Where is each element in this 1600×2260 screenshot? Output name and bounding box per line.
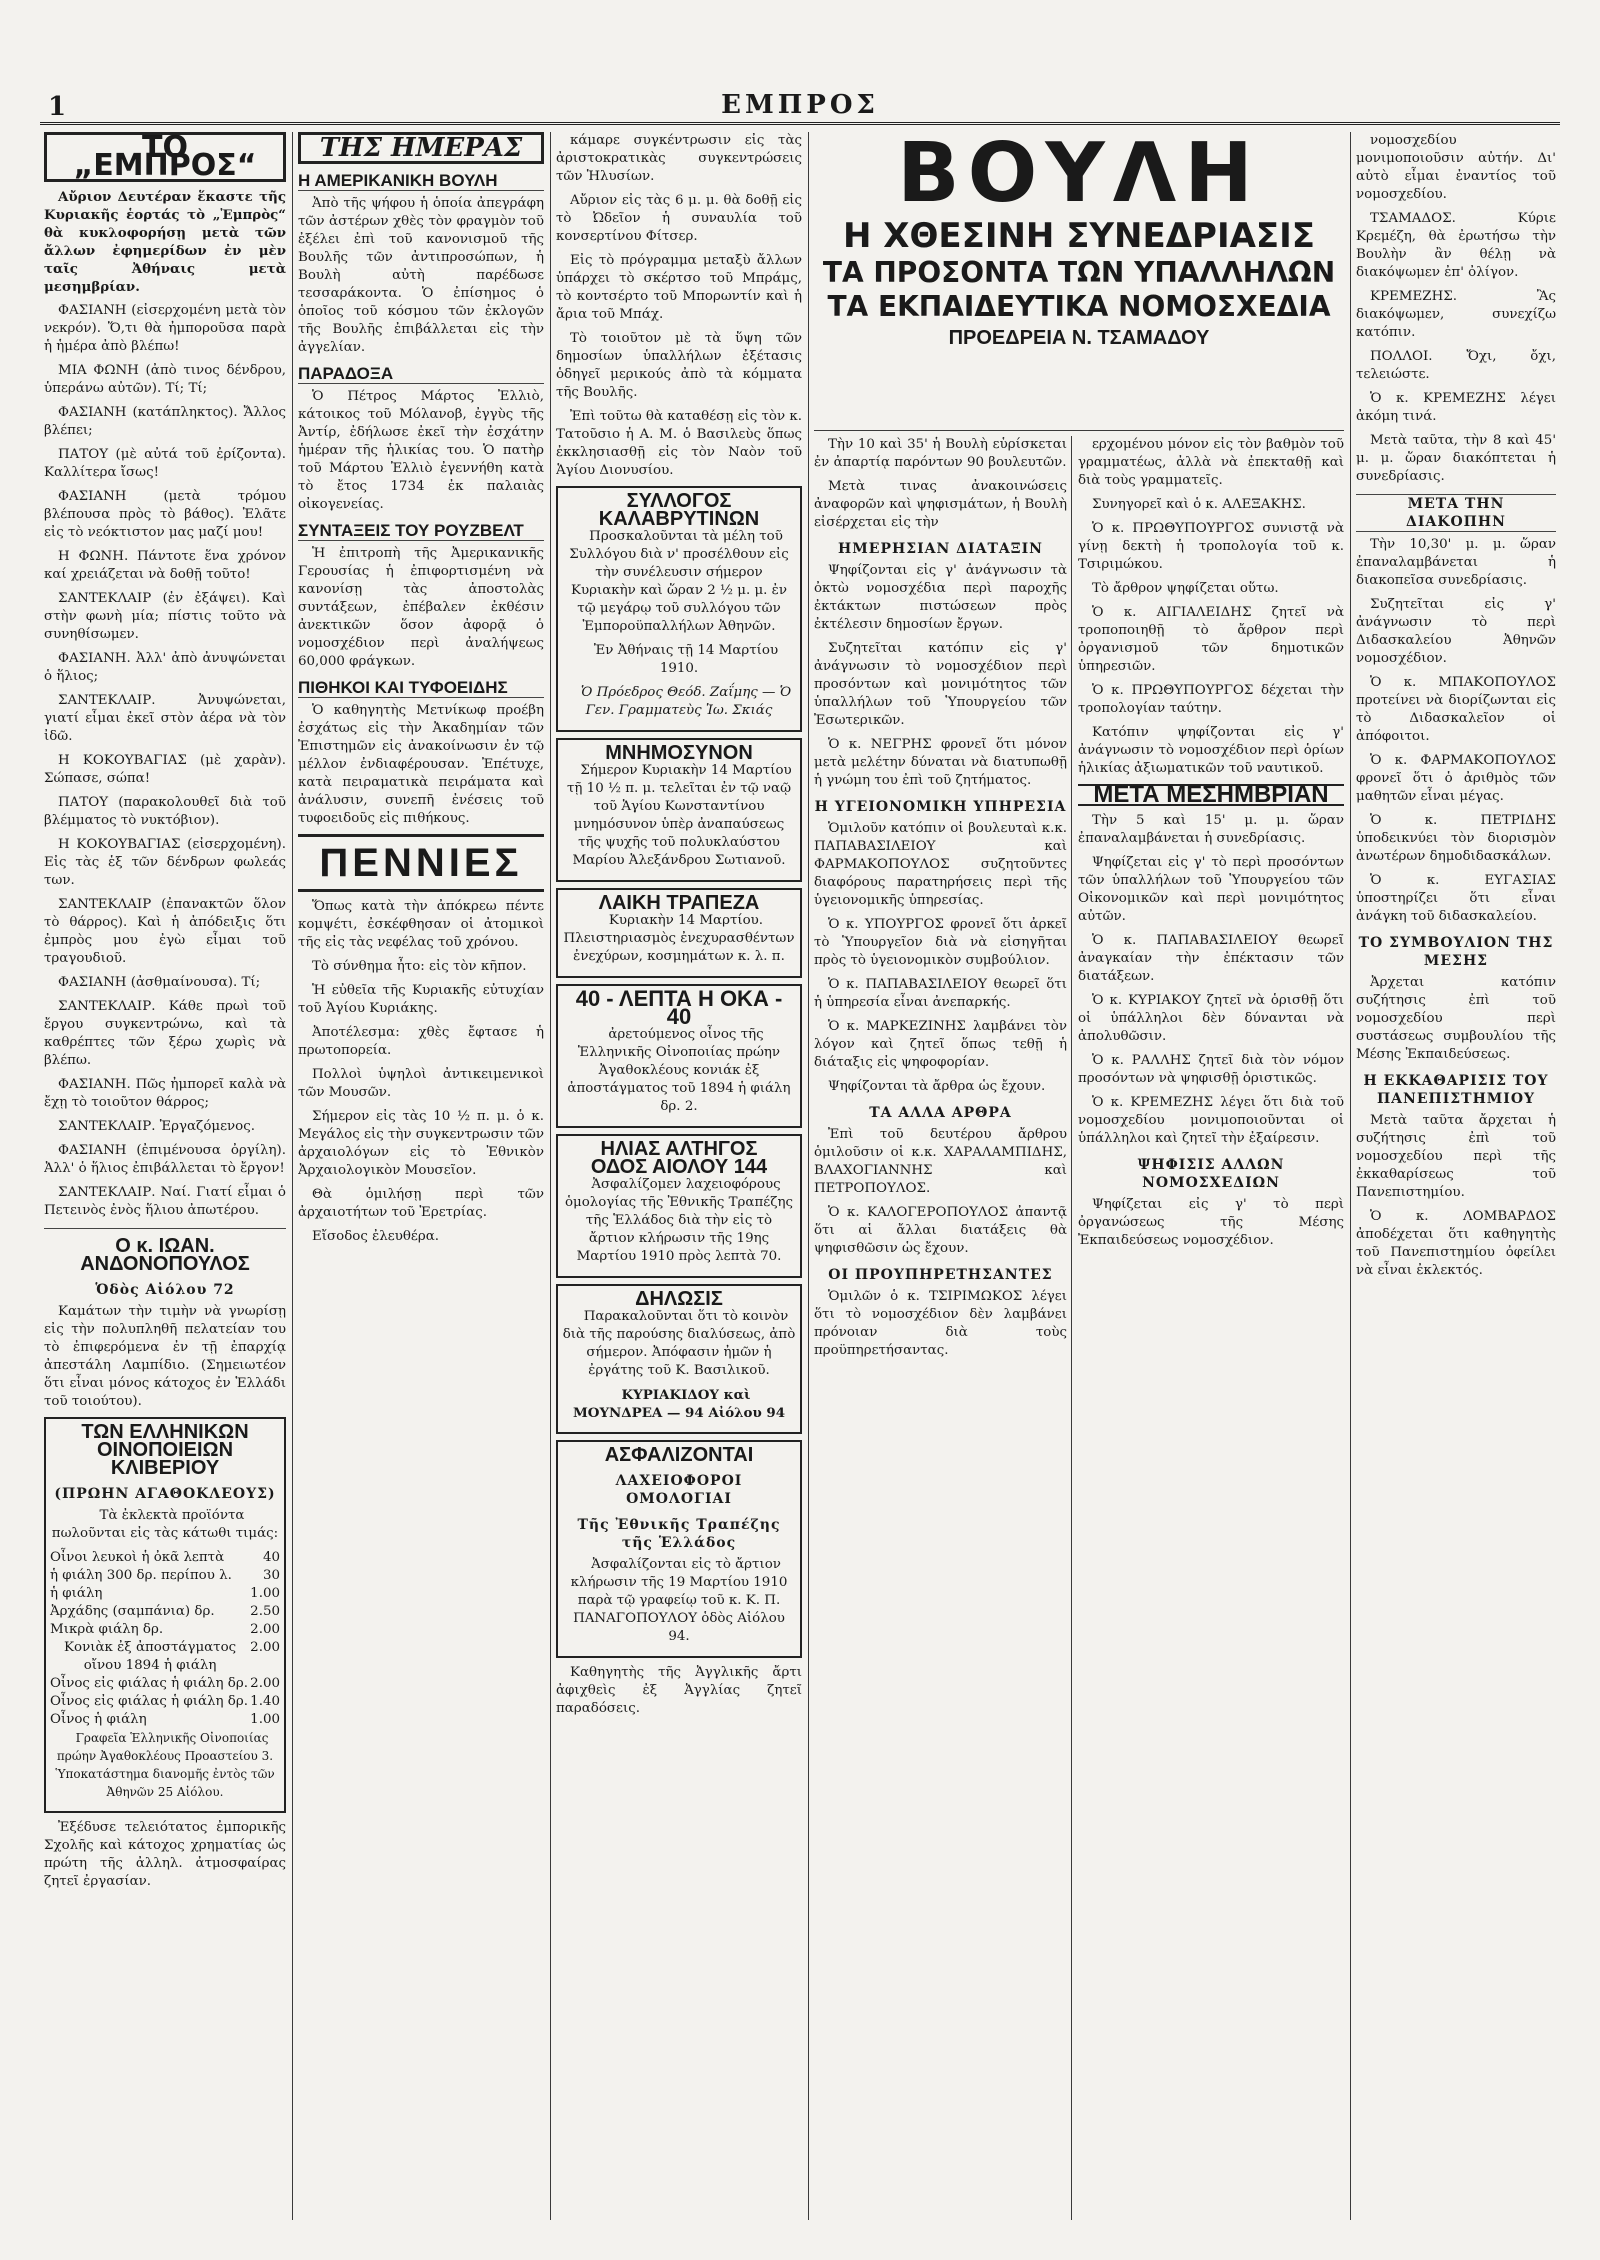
col6-text: ΤΣΑΜΑΔΟΣ. Κύριε Κρεμέζη, θὰ ἐρωτήσω τὴν Βουλὴν ἂν θέλῃ νὰ διακόψωμεν ἐπ' ὀλίγον. <box>1356 211 1556 280</box>
price-item: Οἶνος εἰς φιάλας ἡ φιάλη δρ. <box>50 1694 248 1709</box>
col6-text: Μετὰ ταῦτα, τὴν 8 καὶ 45' μ. μ. ὥραν διακόπτεται ἡ συνεδρίασις. <box>1356 433 1556 484</box>
dialogue-line: ΣΑΝΤΕΚΛΑΙΡ. Κάθε πρωὶ τοῦ ἔργου συγκεντρώνω, καὶ τὰ καθρέπτες τῶν ξέρω χωρὶς νὰ βλέπω. <box>44 999 286 1068</box>
price-value: 2.00 <box>250 1622 280 1637</box>
pennies-title: ΠΕΝΝΙΕΣ <box>298 834 544 892</box>
price-value: 1.40 <box>250 1694 280 1709</box>
col5-text: Ψηφίζεται εἰς γ' τὸ περὶ ὀργανώσεως τῆς Μέσης Ἐκπαιδεύσεως νομοσχέδιον. <box>1078 1197 1344 1248</box>
col4-text: Ὁ κ. ΝΕΓΡΗΣ φρονεῖ ὅτι μόνον μετὰ μελέτην δύναται νὰ διατυπωθῇ ἡ γνώμη του ἐπὶ τοῦ ζητήματος. <box>814 737 1067 788</box>
symvoulio-title: ΤΟ ΣΥΜΒΟΥΛΙΟΝ ΤΗΣ ΜΕΣΗΣ <box>1358 935 1554 969</box>
page-number: 1 <box>48 92 67 122</box>
col4-text: Συζητεῖται κατόπιν εἰς γ' ἀνάγνωσιν τὸ νομοσχέδιον περὶ προσόντων καὶ μονιμότητος τῶν ὑπαλλήλων τοῦ Ὑπουργείου τῶν Ἐσωτερικῶν. <box>814 641 1067 728</box>
col5-text: Ὁ κ. ΡΑΛΛΗΣ ζητεῖ διὰ τὸν νόμον προσόντων νὰ ψηφισθῇ ὁριστικῶς. <box>1078 1053 1344 1086</box>
andonopoulos-text: Καμάτων τὴν τιμὴν νὰ γνωρίσῃ εἰς τὴν πολυπληθῆ πελατείαν του τὸ ἐπιφερόμενα ἐν τῇ ἐπαρχίᾳ ἀπεστάλη Λαμπίδιο. (Σημειωτέον ὅτι εἶναι μόνος κάτοχος ἐν Ἑλλάδι τοῦ τοιούτου). <box>44 1304 286 1409</box>
altigos-ad <box>556 1134 802 1278</box>
col5-text: Ὁ κ. ΠΑΠΑΒΑΣΙΛΕΙΟΥ θεωρεῖ ἀναγκαίαν τὴν ἐπέκτασιν τῶν διατάξεων. <box>1078 933 1344 984</box>
col5-text: Τὴν 5 καὶ 15' μ. μ. ὥραν ἐπαναλαμβάνεται ἡ συνεδρίασις. <box>1078 813 1344 846</box>
mnemosyno-text: Σήμερον Κυριακὴν 14 Μαρτίου τῇ 10 ½ π. μ. τελεῖται ἐν τῷ ναῷ τοῦ Ἁγίου Κωνσταντίνου μνημόσυνον ὑπὲρ ἀναπαύσεως τῆς ψυχῆς τοῦ πολυκλαύστου Μαρίου Ἀλεξάνδρου Σωτιανοῦ. <box>567 763 792 868</box>
section-head: ΠΙΘΗΚΟΙ ΚΑΙ ΤΥΦΟΕΙΔΗΣ <box>298 679 544 698</box>
price-row <box>50 1675 280 1693</box>
col4-subhead: Η ΥΓΕΙΟΝΟΜΙΚΗ ΥΠΗΡΕΣΙΑ <box>814 799 1067 815</box>
vouli-topic-2: ΤΑ ΕΚΠΑΙΔΕΥΤΙΚΑ ΝΟΜΟΣΧΕΔΙΑ <box>827 290 1331 323</box>
altigos-text: Ἀσφαλίζομεν λαχειοφόρους ὁμολογίας τῆς Ἐθνικῆς Τραπέζης τῆς Ἑλλάδος διὰ τὴν εἰς τὸ ἄρτιον κλήρωσιν τῆς 19ης Μαρτίου 1910 πρὸς λεπτὰ 70. <box>564 1177 793 1264</box>
vouli-topic-1: ΤΑ ΠΡΟΣΟΝΤΑ ΤΩΝ ΥΠΑΛΛΗΛΩΝ <box>822 256 1336 289</box>
dialogue-line: ΦΑΣΙΑΝΗ (μετὰ τρόμου βλέπουσα πρὸς τὸ βάθος). Ἐλᾶτε εἰς τὸ νεόκτιστον μας μαζί μου! <box>44 489 286 540</box>
column-2 <box>298 132 544 2220</box>
col6-text: Ὁ κ. ΜΠΑΚΟΠΟΥΛΟΣ προτείνει νὰ διορίζωνται εἰς τὸ Διδασκαλεῖον οἱ ἀπόφοιτοι. <box>1356 675 1556 744</box>
altigos-sub: ΟΔΟΣ ΑΙΟΛΟΥ 144 <box>590 1156 768 1178</box>
col5-text: Τὸ ἄρθρον ψηφίζεται οὕτω. <box>1092 581 1279 596</box>
dialogue-line: ΦΑΣΙΑΝΗ (κατάπληκτος). Ἄλλος βλέπει; <box>44 405 286 438</box>
col6-text: ΠΟΛΛΟΙ. Ὄχι, ὄχι, τελειώστε. <box>1356 349 1556 382</box>
col3-text: Αὔριον εἰς τὰς 6 μ. μ. θὰ δοθῇ εἰς τὸ Ὠδεῖον ἡ συναυλία τοῦ κονσερτίνου Φίτσερ. <box>556 193 802 244</box>
section-text: Ὁ Πέτρος Μάρτος Ἐλλιὸ, κάτοικος τοῦ Μόλανοβ, ἐγγὺς τῆς Ἀντίρ, ἐδήλωσε ἐκεῖ τὴν ἐσχάτην ἡμέραν τῆς ἡλικίας του. Ὁ πατὴρ τοῦ Μάρτου Ἐλλιὸ ἐγεννήθη κατὰ τὸ ἔτος 1734 ἐκ παλαιὰς οἰκογενείας. <box>298 389 544 512</box>
andonopoulos-title: Ο κ. ΙΩΑΝ. ΑΝΔΟΝΟΠΟΥΛΟΣ <box>80 1235 250 1275</box>
vouli-title: ΒΟΥΛΗ <box>897 126 1261 221</box>
emprow-box-title: ΤΟ „ΕΜΠΡΟΣ“ <box>44 132 286 182</box>
col6-text: Ὁ κ. ΦΑΡΜΑΚΟΠΟΥΛΟΣ φρονεῖ ὅτι ὁ ἀριθμὸς τῶν μαθητῶν εἶναι μέγας. <box>1356 753 1556 804</box>
dialogue-line: ΦΑΣΙΑΝΗ. Πῶς ἠμπορεῖ καλὰ νὰ ἔχῃ τὸ τοιοῦτον θάρρος; <box>44 1077 286 1110</box>
dialogue-line: ΠΑΤΟΥ (παρακολουθεῖ διὰ τοῦ βλέμματος τὸ νυκτόβιον). <box>44 795 286 828</box>
dialogue-line: ΣΑΝΤΕΚΛΑΙΡ (ἐν ἐξάψει). Καὶ στὴν φωνὴ μία; πίστις τοῦτο νὰ συνηθίσωμεν. <box>44 591 286 642</box>
ekkatharisis-title: Η ΕΚΚΑΘΑΡΙΣΙΣ ΤΟΥ ΠΑΝΕΠΙΣΤΗΜΙΟΥ <box>1363 1073 1549 1107</box>
dialogue-line: ΜΙΑ ΦΩΝΗ (ἀπὸ τινος δένδρου, ὑπεράνω αὐτῶν). Τί; Τί; <box>44 363 286 396</box>
column-3 <box>556 132 802 2220</box>
col4-text: Ψηφίζονται εἰς γ' ἀνάγνωσιν τὰ ὀκτὼ νομοσχέδια περὶ παροχῆς ἐκτάκτων πιστώσεων πρὸς ἐκτέλεσιν δημοσίων ἔργων. <box>814 563 1067 632</box>
diloseis-text: Παρακαλοῦνται ὅτι τὸ κοινὸν διὰ τῆς παρούσης διαλύσεως, ἀπὸ σήμερον. Ἀπόφασιν ἠμῶν ἡ ἐργάτης τοῦ Κ. Βασιλικοῦ. <box>562 1309 796 1378</box>
vouli-subtitle: Η ΧΘΕΣΙΝΗ ΣΥΝΕΔΡΙΑΣΙΣ <box>842 216 1316 256</box>
col6-text: νομοσχεδίου μονιμοποιοῦσιν αὐτήν. Δι' αὐτὸ εἶμαι ἐναντίος τοῦ νομοσχεδίου. <box>1356 133 1556 202</box>
col6-text: Ὁ κ. ΛΟΜΒΑΡΔΟΣ ἀποδέχεται ὅτι καθηγητὴς τοῦ Πανεπιστημίου ὀφείλει νὰ εἶναι ἐκλεκτός. <box>1356 1209 1556 1278</box>
column-1 <box>44 132 286 2220</box>
col5-text: Συνηγορεῖ καὶ ὁ κ. ΑΛΕΞΑΚΗΣ. <box>1092 497 1306 512</box>
wine-ad-sub: (ΠΡΩΗΝ ΑΓΑΘΟΚΛΕΟΥΣ) <box>54 1486 276 1502</box>
col5-text: ερχομένου μόνον εἰς τὸν βαθμὸν τοῦ γραμματέως, ἀλλὰ νὰ ἐπεκταθῇ καὶ διὰ τοὺς γραμματεῖς. <box>1078 437 1344 488</box>
col1-last: Ἐξέδυσε τελειότατος ἐμπορικῆς Σχολῆς καὶ κάτοχος χρηματίας ὡς πρώτη τῆς ἀλληλ. ἀτμοσφαίρας ζητεῖ ἐργασίαν. <box>44 1820 286 1889</box>
asfal-sub: ΛΑΧΕΙΟΦΟΡΟΙ ΟΜΟΛΟΓΙΑΙ <box>615 1473 743 1507</box>
col4-subhead: ΟΙ ΠΡΟΥΠΗΡΕΤΗΣΑΝΤΕΣ <box>828 1267 1053 1283</box>
wine-price-title: 40 - ΛΕΠΤΑ Η ΟΚΑ - 40 <box>575 986 783 1029</box>
wine-ad-footer: Γραφεῖα Ἑλληνικῆς Οἰνοποιίας πρώην Ἀγαθοκλέους Προαστείου 3. Ὑποκατάστημα διανομῆς ἐντὸς τῶν Ἀθηνῶν 25 Αἰόλου. <box>55 1731 275 1799</box>
price-item: Ἀρχάδης (σαμπάνια) δρ. <box>50 1604 215 1619</box>
dialogue-line: ΦΑΣΙΑΝΗ. Ἀλλ' ἀπὸ ἀνυψώνεται ὁ ἥλιος; <box>44 651 286 684</box>
wine-ad-title: ΤΩΝ ΕΛΛΗΝΙΚΩΝ ΟΙΝΟΠΟΙΕΙΩΝ ΚΛΙΒΕΡΙΟΥ <box>81 1421 249 1479</box>
pennies-item: Τὸ σύνθημα ἦτο: εἰς τὸν κῆπον. <box>312 959 527 974</box>
price-value: 2.50 <box>250 1604 280 1619</box>
column-5 <box>1078 436 1344 2220</box>
tis-imeras-title: ΤΗΣ ΗΜΕΡΑΣ <box>298 132 544 164</box>
syllogos-title: ΣΥΛΛΟΓΟΣ ΚΑΛΑΒΡΥΤΙΝΩΝ <box>598 490 760 530</box>
col3-text: Ἐπὶ τοῦτω θὰ καταθέσῃ εἰς τὸν κ. Τατοῦσιο ἡ Α. Μ. ὁ Βασιλεὺς ὅπως ἐκκλησιασθῇ εἰς τὸν Ναὸν τοῦ Ἁγίου Διονυσίου. <box>556 409 802 478</box>
col6-text: Ὁ κ. ΠΕΤΡΙΔΗΣ ὑποδεικνύει τὸν διορισμὸν ἀνωτέρων δημοδιδασκάλων. <box>1356 813 1556 864</box>
col6-text: Ἀρχεται κατόπιν συζήτησις ἐπὶ τοῦ νομοσχεδίου περὶ συστάσεως συμβουλίου τῆς Μέσης Ἐκπαιδεύσεως. <box>1356 975 1556 1062</box>
col4-subhead: ΗΜΕΡΗΣΙΑΝ ΔΙΑΤΑΞΙΝ <box>838 541 1043 557</box>
price-row <box>50 1567 280 1585</box>
col4-text: Ὁμιλοῦν κατόπιν οἱ βουλευταὶ κ.κ. ΠΑΠΑΒΑΣΙΛΕΙΟΥ καὶ ΦΑΡΜΑΚΟΠΟΥΛΟΣ συζητοῦντες διαφόρους παρατηρήσεις περὶ τῆς ὑγειονομικῆς ὑπηρεσίας. <box>814 821 1067 908</box>
col5-text: Ὁ κ. ΚΥΡΙΑΚΟΥ ζητεῖ νὰ ὁρισθῇ ὅτι οἱ ὑπάλληλοι δὲν δύνανται νὰ ἀπολυθῶσιν. <box>1078 993 1344 1044</box>
price-item: Οἶνος ἡ φιάλη <box>50 1712 147 1727</box>
syllogos-sign: Ὁ Πρόεδρος Θεόδ. Ζαΐμης — Ὁ Γεν. Γραμματεὺς Ἰω. Σκιάς <box>580 685 792 718</box>
vouli-headline <box>814 126 1344 352</box>
pennies-item: Ὅπως κατὰ τὴν ἀπόκρεω πέντε κομψέτι, ἐσκέφθησαν οἱ ἀτομικοὶ τῆς εἰς τὰς νεφέλας τοῦ χρόνου. <box>298 899 544 950</box>
wine-price-ad <box>556 984 802 1128</box>
col5-text: Ψηφίζεται εἰς γ' τὸ περὶ προσόντων τῶν ὑπαλλήλων τοῦ Ὑπουργείου τῶν Οἰκονομικῶν καὶ περὶ μονιμότητος αὐτῶν. <box>1078 855 1344 924</box>
price-row <box>50 1603 280 1621</box>
col4-text: Ὁ κ. ΠΑΠΑΒΑΣΙΛΕΙΟΥ θεωρεῖ ὅτι ἡ ὑπηρεσία εἶναι ἀνεπαρκής. <box>814 977 1067 1010</box>
price-row <box>50 1621 280 1639</box>
asfal-ad <box>556 1440 802 1658</box>
asfal-text: Ἀσφαλίζονται εἰς τὸ ἄρτιον κλήρωσιν τῆς 19 Μαρτίου 1910 παρὰ τῷ γραφείῳ τοῦ κ. Κ. Π. ΠΑΝΑΓΟΠΟΥΛΟΥ ὁδὸς Αἰόλου 94. <box>570 1557 788 1644</box>
price-value: 1.00 <box>250 1712 280 1727</box>
price-row <box>50 1585 280 1603</box>
asfal-sub2: Τῆς Ἐθνικῆς Τραπέζης τῆς Ἑλλάδος <box>577 1517 781 1551</box>
col4-text: Μετὰ τινας ἀνακοινώσεις ἀναφορῶν καὶ ψηφισμάτων, ἡ Βουλὴ εἰσέρχεται εἰς τὴν <box>814 479 1067 530</box>
price-row <box>50 1549 280 1567</box>
price-value: 1.00 <box>250 1586 280 1601</box>
dialogue-line: ΣΑΝΤΕΚΛΑΙΡ. Ἐργαζόμενος. <box>58 1119 255 1134</box>
psifisis-title: ΨΗΦΙΣΙΣ ΑΛΛΩΝ ΝΟΜΟΣΧΕΔΙΩΝ <box>1137 1157 1285 1191</box>
syllogos-date: Ἐν Ἀθήναις τῇ 14 Μαρτίου 1910. <box>593 643 779 676</box>
meta-diakopi-title: ΜΕΤΑ ΤΗΝ ΔΙΑΚΟΠΗΝ <box>1356 494 1556 532</box>
col4-text: Τὴν 10 καὶ 35' ἡ Βουλὴ εὑρίσκεται ἐν ἀπαρτίᾳ παρόντων 90 βουλευτῶν. <box>814 437 1067 470</box>
dialogue-line: ΣΑΝΤΕΚΛΑΙΡ. Ναί. Γιατί εἶμαι ὁ Πετεινὸς ἐνὸς ἥλιου ἀπωτέρου. <box>44 1185 286 1218</box>
diloseis-sign: ΚΥΡΙΑΚΙΔΟΥ καὶ ΜΟΥΝΔΡΕΑ — 94 Αἰόλου 94 <box>572 1387 786 1421</box>
price-value: 40 <box>262 1550 280 1565</box>
masthead: ΕΜΠΡΟΣ <box>721 90 879 120</box>
col6-text: Συζητεῖται εἰς γ' ἀνάγνωσιν τὸ περὶ Διδασκαλείου Ἀθηνῶν νομοσχέδιον. <box>1356 597 1556 666</box>
wine-price-text: ἀρετούμενος οἶνος τῆς Ἑλληνικῆς Οἰνοποιίας πρώην Ἀγαθοκλέους κονιάκ ἐξ ἀποστάγματος τοῦ 1894 ἡ φιάλη δρ. 2. <box>567 1027 791 1114</box>
price-item: Μικρὰ φιάλη δρ. <box>50 1622 164 1637</box>
col4-text: Ὁ κ. ΜΑΡΚΕΖΙΝΗΣ λαμβάνει τὸν λόγον καὶ ζητεῖ ὅπως τεθῇ ἡ διάταξις εἰς ψηφοφορίαν. <box>814 1019 1067 1070</box>
price-row <box>50 1639 280 1675</box>
dialogue-line: ΦΑΣΙΑΝΗ (εἰσερχομένη μετὰ τὸν νεκρόν). Ὅ,τι θὰ ἠμποροῦσα παρὰ ἡ ἡμέρα ἀπὸ βλέπω! <box>44 303 286 354</box>
mnemosyno-title: ΜΝΗΜΟΣΥΝΟΝ <box>605 742 753 764</box>
price-item: Κονιὰκ ἐξ ἀποστάγματος οἴνου 1894 ἡ φιάλη <box>64 1640 237 1673</box>
section-head: ΠΑΡΑΔΟΞΑ <box>298 365 544 384</box>
trapeza-notice <box>556 888 802 978</box>
dialogue-line: Η ΦΩΝΗ. Πάντοτε ἕνα χρόνον καί χρειάζεται νὰ δοθῇ τοῦτο! <box>44 549 286 582</box>
price-item: Οἶνοι λευκοὶ ἡ ὀκᾶ λεπτὰ <box>50 1550 225 1565</box>
dialogue-line: ΣΑΝΤΕΚΛΑΙΡ. Ἀνυψώνεται, γιατί εἶμαι ἐκεῖ στὸν ἀέρα νὰ τὸν ἰδῶ. <box>44 693 286 744</box>
section-text: Ἀπὸ τῆς ψήφου ἡ ὁποία ἀπεγράφη τῶν ἀστέρων χθὲς τὸν φραγμὸν τοῦ ἐξέλει ἐπὶ τοῦ κανονισμοῦ τῆς Βουλῆς τῶν ἀντιπροσώπων, ἡ Βουλὴ αὐτὴ παρέδωσε τεσσαράκοντα. Ὁ ἐπίσημος ὁ ὁποῖος τοῦ κόσμου τῶν ἐκλογῶν τῆς Βουλῆς ἐπιβάλλεται εἰς τὴν ἀγγελίαν. <box>298 196 544 355</box>
col4-text: Ὁμιλῶν ὁ κ. ΤΣΙΡΙΜΩΚΟΣ λέγει ὅτι τὸ νομοσχέδιον δὲν λαμβάνει πρόνοιαν διὰ τοὺς προϋπηρετήσαντας. <box>814 1289 1067 1358</box>
price-value: 30 <box>262 1568 280 1583</box>
dialogue-line: ΦΑΣΙΑΝΗ (ἀσθμαίνουσα). Τί; <box>58 975 261 990</box>
dialogue-line: ΣΑΝΤΕΚΛΑΙΡ (ἐπανακτῶν ὅλον τὸ θάρρος). Καὶ ἡ ἀπόδειξις ὅτι ἐμπρὸς μου ἐγὼ εἶμαι τοῦ τραγουδιοῦ. <box>44 897 286 966</box>
dialogue-line: Η ΚΟΚΟΥΒΑΓΙΑΣ (εἰσερχομένη). Εἰς τὰς ἑξ τῶν δένδρων φωλεάς των. <box>44 837 286 888</box>
trapeza-text: Κυριακὴν 14 Μαρτίου. Πλειστηριασμὸς ἐνεχυρασθέντων ἐνεχύρων, κοσμημάτων κ. λ. π. <box>563 913 795 964</box>
price-item: ἡ φιάλη 300 δρ. περίπου λ. <box>50 1568 232 1583</box>
col5-text: Ὁ κ. ΚΡΕΜΕΖΗΣ λέγει ὅτι διὰ τοῦ νομοσχεδίου μονιμοποιοῦνται οἱ ὑπάλληλοι καὶ ζητεῖ τὴν ἐξαίρεσιν. <box>1078 1095 1344 1146</box>
col6-text: ΚΡΕΜΕΖΗΣ. Ἂς διακόψωμεν, συνεχίζω κατόπιν. <box>1356 289 1556 340</box>
wine-ad-intro: Τὰ ἐκλεκτὰ προϊόντα πωλοῦνται εἰς τὰς κάτωθι τιμάς: <box>51 1508 279 1541</box>
col3-text: Τὸ τοιοῦτον μὲ τὰ ὕψη τῶν δημοσίων ὑπαλλήλων ἐξέτασις ὁδηγεῖ μερικούς ἀπὸ τὰ κόμματα τῆς Βουλῆς. <box>556 331 802 400</box>
syllogos-text: Προσκαλοῦνται τὰ μέλη τοῦ Συλλόγου διὰ ν' προσέλθουν εἰς τὴν συνέλευσιν σήμερον Κυριακὴν καὶ ὥραν 2 ½ μ. μ. ἐν τῷ μεγάρῳ τοῦ συλλόγου τῶν Ἐμποροϋπαλλήλων Ἀθηνῶν. <box>569 529 789 634</box>
col5-text: Ὁ κ. ΠΡΩΘΥΠΟΥΡΓΟΣ συνιστᾷ νὰ γίνῃ δεκτὴ ἡ τροπολογία τοῦ κ. Τσιριμώκου. <box>1078 521 1344 572</box>
col6-text: Ὁ κ. ΕΥΓΑΣΙΑΣ ὑποστηρίζει ὅτι εἶναι ἀνάγκη τοῦ διδασκαλείου. <box>1356 873 1556 924</box>
diloseis-title: ΔΗΛΩΣΙΣ <box>635 1288 723 1310</box>
meta-mesimvrian-title: ΜΕΤΑ ΜΕΣΗΜΒΡΙΑΝ <box>1078 784 1344 806</box>
dialogue-line: ΠΑΤΟΥ (μὲ αὐτά τοῦ ἐρίζοντα). Καλλίτερα ἴσως! <box>44 447 286 480</box>
column-4 <box>814 436 1067 2220</box>
col4-subhead: ΤΑ ΑΛΛΑ ΑΡΘΡΑ <box>869 1105 1012 1121</box>
price-list <box>50 1549 280 1729</box>
section-text: Ὁ καθηγητὴς Μετνίκωφ προέβη ἐσχάτως εἰς τὴν Ἀκαδημίαν τῶν Ἐπιστημῶν εἰς ἀνακοίνωσιν ἐν τῷ μέλλον ἐνδιαφέρουσαν. Ἐπέτυχε, κατὰ πειραματικὰ πειράματα καὶ ἀνάλυσιν, συνεπῆ ἐνέσεις τοῦ τυφοειδοῦς εἰς πιθήκους. <box>298 703 544 826</box>
page-header <box>40 92 1560 125</box>
column-6 <box>1356 132 1556 2220</box>
col3-text: Εἰς τὸ πρόγραμμα μεταξὺ ἄλλων ὑπάρχει τὸ σκέρτσο τοῦ Μπράμς, τὸ κοντσέρτο τοῦ Μπορωντίν καὶ ἡ ἄρια τοῦ Μπάχ. <box>556 253 802 322</box>
pennies-item: Ἀποτέλεσμα: χθὲς ἔφτασε ἡ πρωτοπορεία. <box>298 1025 544 1058</box>
price-row <box>50 1693 280 1711</box>
pennies-list <box>298 898 544 1246</box>
col4-text: Ἐπὶ τοῦ δευτέρου ἄρθρου ὁμιλοῦσιν οἱ κ.κ. ΧΑΡΑΛΑΜΠΙΔΗΣ, ΒΛΑΧΟΓΙΑΝΝΗΣ καὶ ΠΕΤΡΟΠΟΥΛΟΣ. <box>814 1127 1067 1196</box>
section-head: Η ΑΜΕΡΙΚΑΝΙΚΗ ΒΟΥΛΗ <box>298 172 544 191</box>
col3-last: Καθηγητὴς τῆς Ἀγγλικῆς ἄρτι ἀφιχθεὶς ἐξ Ἀγγλίας ζητεῖ παραδόσεις. <box>556 1665 802 1716</box>
col4-text: Ὁ κ. ΥΠΟΥΡΓΟΣ φρονεῖ ὅτι ἀρκεῖ τὸ Ὑπουργεῖον διὰ νὰ εἰσηγῆται πρὸς τὸ ὑγειονομικὸν συμβούλιον. <box>814 917 1067 968</box>
trapeza-title: ΛΑΙΚΗ ΤΡΑΠΕΖΑ <box>598 892 760 914</box>
asfal-title: ΑΣΦΑΛΙΖΟΝΤΑΙ <box>604 1444 754 1466</box>
price-value: 2.00 <box>250 1640 280 1655</box>
andonopoulos-address: Ὁδὸς Αἰόλου 72 <box>95 1282 235 1298</box>
pennies-item: Πολλοὶ ὑψηλοὶ ἀντικειμενικοὶ τῶν Μουσῶν. <box>298 1067 544 1100</box>
col4-text: Ψηφίζονται τὰ ἄρθρα ὡς ἔχουν. <box>828 1079 1046 1094</box>
altigos-title: ΗΛΙΑΣ ΑΛΤΗΓΟΣ <box>600 1138 758 1160</box>
pennies-item: Εἴσοδος ἐλευθέρα. <box>312 1229 440 1244</box>
intro-notice: Αὔριον Δευτέραν ἕκαστε τῆς Κυριακῆς ἑορτάς τὸ „Ἐμπρὸς“ θὰ κυκλοφορήσῃ μετὰ τῶν ἄλλων ἐφημερίδων ἐν μὲν ταῖς Ἀθήναις μετὰ μεσημβρίαν. <box>44 189 286 295</box>
dialogue-line: Η ΚΟΚΟΥΒΑΓΙΑΣ (μὲ χαρὰν). Σώπασε, σώπα! <box>44 753 286 786</box>
diloseis-notice <box>556 1284 802 1434</box>
pennies-item: Σήμερον εἰς τὰς 10 ½ π. μ. ὁ κ. Μεγάλος εἰς τὴν συγκεντρωσιν τῶν ἀρχαιολόγων εἰς τὸ Ἐθνικὸν Ἀρχαιολογικὸν Μουσεῖον. <box>298 1109 544 1178</box>
col3-text: κάμαρε συγκέντρωσιν εἰς τὰς ἀριστοκρατικὰς συγκεντρώσεις τῶν Ἡλυσίων. <box>556 133 802 184</box>
syllogos-notice <box>556 486 802 732</box>
col6-text: Μετὰ ταῦτα ἄρχεται ἡ συζήτησις ἐπὶ τοῦ νομοσχεδίου περὶ τῆς ἐκκαθαρίσεως τοῦ Πανεπιστημίου. <box>1356 1113 1556 1200</box>
vouli-presidency: ΠΡΟΕΔΡΕΙΑ Ν. ΤΣΑΜΑΔΟΥ <box>948 327 1210 349</box>
col5-text: Κατόπιν ψηφίζονται εἰς γ' ἀνάγνωσιν τὸ νομοσχέδιον περὶ ὁρίων ἡλικίας ἀξιωματικῶν τοῦ ναυτικοῦ. <box>1078 725 1344 776</box>
section-text: Ἡ ἐπιτροπὴ τῆς Ἀμερικανικῆς Γερουσίας ἡ ἐπιφορτισμένη νὰ κανονίσῃ τὰς ἀποστολὰς συντάξεων, ἐπέβαλεν ἐκθέσιν ἀνεκτικῶν ὅσον ἀφορᾷ ὁ νομοσχέδιον περὶ ἀναλήψεως 60,000 φράγκων. <box>298 546 544 669</box>
col5-text: Ὁ κ. ΑΙΓΙΑΛΕΙΔΗΣ ζητεῖ νὰ τροποποιηθῇ τὸ ἄρθρον περὶ ὀργανισμοῦ τῶν δημοτικῶν ὑπηρεσιῶν. <box>1078 605 1344 674</box>
price-value: 2.00 <box>250 1676 280 1691</box>
col6-text: Ὁ κ. ΚΡΕΜΕΖΗΣ λέγει ἀκόμη τινά. <box>1356 391 1556 424</box>
price-item: ἡ φιάλη <box>50 1586 103 1601</box>
col5-text: Ὁ κ. ΠΡΩΘΥΠΟΥΡΓΟΣ δέχεται τὴν τροπολογίαν ταύτην. <box>1078 683 1344 716</box>
col6-text: Τὴν 10,30' μ. μ. ὥραν ἐπαναλαμβάνεται ἡ διακοπεῖσα συνεδρίασις. <box>1356 537 1556 588</box>
mnemosyno-notice <box>556 738 802 882</box>
play-dialogue <box>44 302 286 1220</box>
price-item: Οἶνος εἰς φιάλας ἡ φιάλη δρ. <box>50 1676 248 1691</box>
col4-text: Ὁ κ. ΚΑΛΟΓΕΡΟΠΟΥΛΟΣ ἀπαντᾷ ὅτι αἱ ἄλλαι διατάξεις θὰ ψηφισθῶσιν ὡς ἔχουν. <box>814 1205 1067 1256</box>
pennies-item: Ἡ εὐθεῖα τῆς Κυριακῆς εὐτυχίαν τοῦ Ἀγίου Κυριάκης. <box>298 983 544 1016</box>
wine-ad <box>44 1417 286 1813</box>
section-head: ΣΥΝΤΑΞΕΙΣ ΤΟΥ ΡΟΥΖΒΕΛΤ <box>298 522 544 541</box>
pennies-item: Θὰ ὁμιλήσῃ περὶ τῶν ἀρχαιοτήτων τοῦ Ἐρετρίας. <box>298 1187 544 1220</box>
price-row <box>50 1711 280 1729</box>
dialogue-line: ΦΑΣΙΑΝΗ (ἐπιμένουσα ὀργίλη). Ἀλλ' ὁ ἥλιος ἐπιβάλλεται τὸ ἔργον! <box>44 1143 286 1176</box>
